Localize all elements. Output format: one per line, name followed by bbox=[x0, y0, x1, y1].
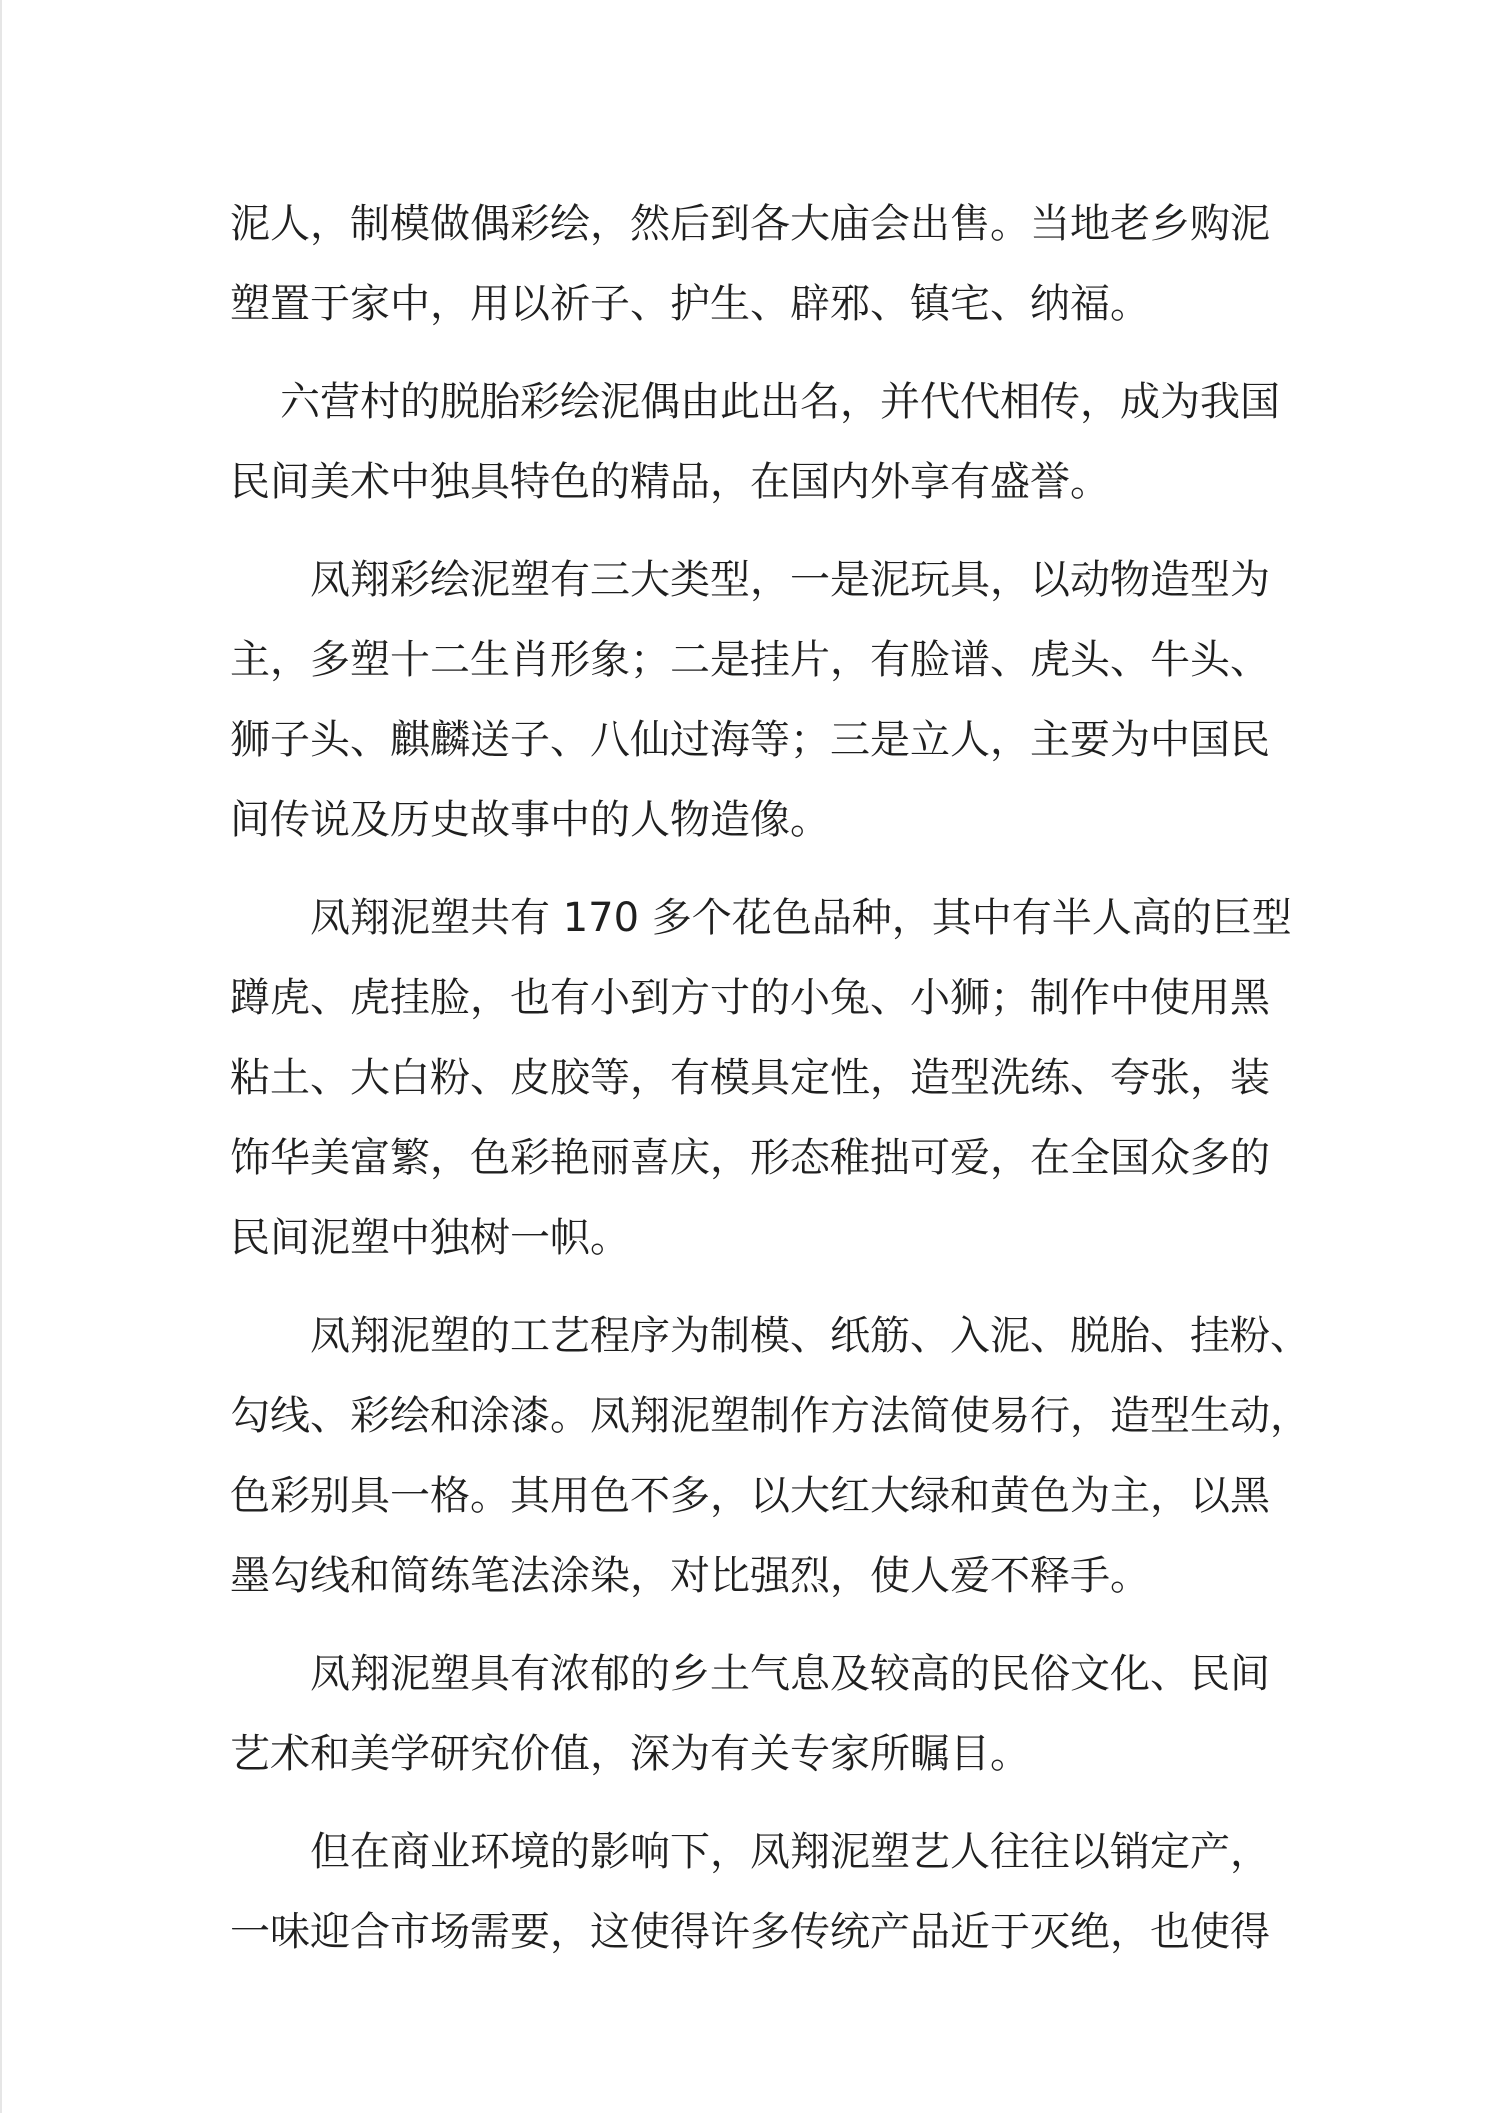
text-line: 六营村的脱胎彩绘泥偶由此出名，并代代相传，成为我国 bbox=[280, 379, 1280, 425]
text-line: 凤翔泥塑共有 170 多个花色品种，其中有半人高的巨型 bbox=[310, 895, 1292, 941]
paragraph-1 bbox=[230, 184, 1282, 344]
text-line: 艺术和美学研究价值，深为有关专家所瞩目。 bbox=[230, 1731, 1030, 1777]
text-line: 但在商业环境的影响下，凤翔泥塑艺人往往以销定产， bbox=[310, 1829, 1270, 1875]
text-line: 蹲虎、虎挂脸，也有小到方寸的小兔、小狮；制作中使用黑 bbox=[230, 975, 1270, 1021]
text-line: 凤翔彩绘泥塑有三大类型，一是泥玩具，以动物造型为 bbox=[310, 557, 1270, 603]
text-line: 凤翔泥塑的工艺程序为制模、纸筋、入泥、脱胎、挂粉、 bbox=[310, 1313, 1310, 1359]
text-line: 塑置于家中，用以祈子、护生、辟邪、镇宅、纳福。 bbox=[230, 281, 1150, 327]
paragraph-3 bbox=[230, 540, 1282, 860]
text-line: 狮子头、麒麟送子、八仙过海等；三是立人，主要为中国民 bbox=[230, 717, 1270, 763]
text-line: 色彩别具一格。其用色不多，以大红大绿和黄色为主，以黑 bbox=[230, 1473, 1270, 1519]
text-line: 间传说及历史故事中的人物造像。 bbox=[230, 797, 830, 843]
text-line: 一味迎合市场需要，这使得许多传统产品近于灭绝，也使得 bbox=[230, 1909, 1270, 1955]
paragraph-6 bbox=[230, 1634, 1282, 1794]
text-line: 粘土、大白粉、皮胶等，有模具定性，造型洗练、夸张，装 bbox=[230, 1055, 1270, 1101]
paragraph-5 bbox=[230, 1296, 1310, 1616]
text-line: 民间泥塑中独树一帜。 bbox=[230, 1215, 630, 1261]
text-line: 墨勾线和简练笔法涂染，对比强烈，使人爱不释手。 bbox=[230, 1553, 1150, 1599]
text-line: 民间美术中独具特色的精品，在国内外享有盛誉。 bbox=[230, 459, 1110, 505]
text-line: 泥人，制模做偶彩绘，然后到各大庙会出售。当地老乡购泥 bbox=[230, 201, 1270, 247]
paragraph-4 bbox=[230, 878, 1292, 1278]
text-line: 饰华美富繁，色彩艳丽喜庆，形态稚拙可爱，在全国众多的 bbox=[230, 1135, 1270, 1181]
paragraph-7 bbox=[230, 1812, 1282, 1972]
text-line: 凤翔泥塑具有浓郁的乡土气息及较高的民俗文化、民间 bbox=[310, 1651, 1270, 1697]
text-line: 主，多塑十二生肖形象；二是挂片，有脸谱、虎头、牛头、 bbox=[230, 637, 1270, 683]
text-line: 勾线、彩绘和涂漆。凤翔泥塑制作方法简使易行，造型生动， bbox=[230, 1393, 1310, 1439]
paragraph-2 bbox=[230, 362, 1282, 522]
document-body bbox=[230, 184, 1310, 1990]
